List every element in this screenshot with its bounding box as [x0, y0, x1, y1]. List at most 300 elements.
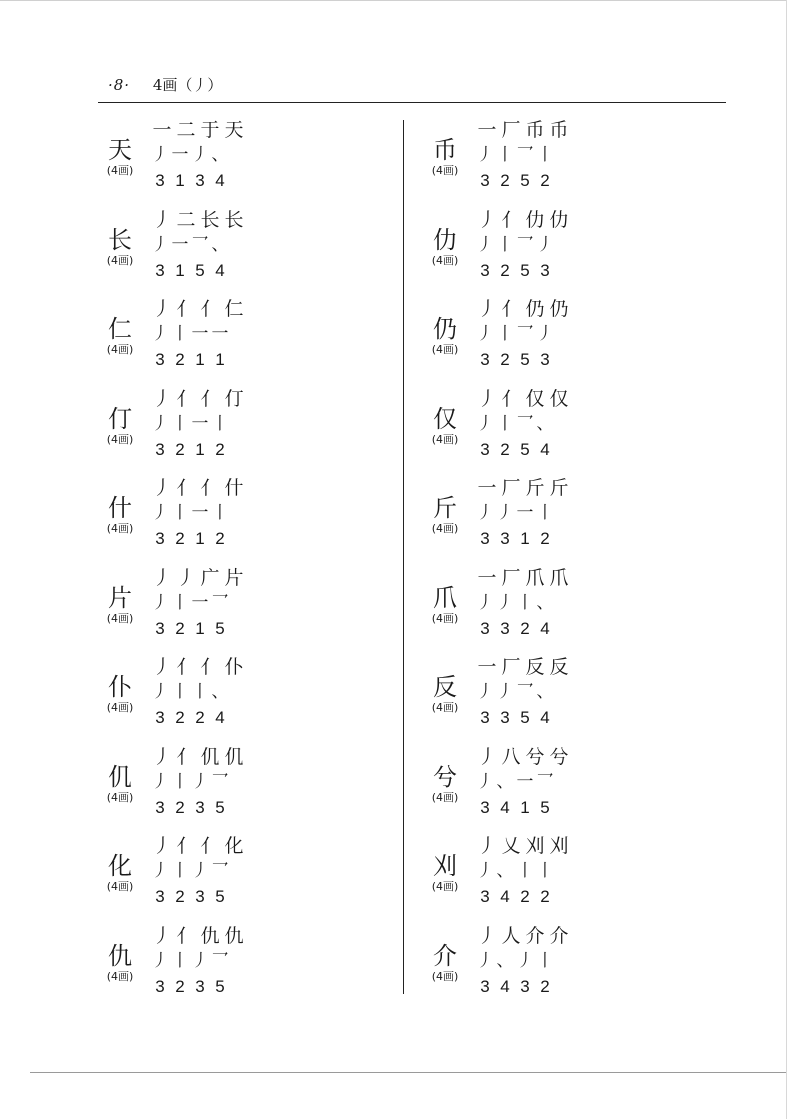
- stroke-glyph: 丿: [476, 592, 494, 613]
- stroke-step: 丿: [176, 566, 196, 589]
- scan-top-edge: [0, 0, 786, 1]
- stroke-sequence: [475, 387, 571, 411]
- stroke-step: 丿: [152, 835, 172, 857]
- stroke-glyph: 丨: [496, 413, 514, 434]
- stroke-glyph: 丿: [476, 503, 494, 523]
- stroke-codes: [150, 886, 230, 908]
- stroke-glyph: 一: [211, 324, 229, 344]
- stroke-step: 仇: [224, 924, 244, 947]
- stroke-count-tag: (4画): [106, 701, 134, 714]
- stroke-sequence: [475, 566, 571, 590]
- stroke-glyph: 丿: [191, 861, 209, 881]
- entry-character: 化: [108, 852, 132, 880]
- stroke-step: 厂: [501, 477, 521, 499]
- char-entry: [425, 924, 605, 1012]
- stroke-glyph: 丿: [496, 592, 514, 613]
- stroke-sequence: [150, 208, 246, 232]
- stroke-code: 4: [540, 708, 550, 727]
- stroke-glyph: 丿: [476, 234, 494, 255]
- stroke-glyph: 一: [171, 145, 189, 165]
- stroke-code: 3: [155, 260, 165, 280]
- char-entry: [100, 118, 280, 206]
- stroke-glyph: 一: [516, 771, 534, 792]
- stroke-code: 3: [195, 171, 205, 190]
- stroke-sequence: [150, 834, 246, 858]
- char-entry: [100, 208, 280, 296]
- stroke-glyph: 丿: [476, 771, 494, 792]
- stroke-codes: [475, 260, 555, 282]
- stroke-step: 仅: [525, 387, 545, 410]
- stroke-code: 3: [195, 887, 205, 906]
- stroke-step: 一: [477, 477, 497, 499]
- stroke-glyph: 、: [536, 682, 554, 702]
- stroke-code: 1: [195, 439, 205, 459]
- stroke-glyph: 丨: [171, 503, 189, 523]
- stroke-code: 3: [480, 350, 490, 369]
- stroke-glyph: 乛: [211, 950, 229, 971]
- scan-right-edge: [786, 0, 787, 1119]
- stroke-list: [475, 413, 555, 435]
- stroke-code: 3: [155, 887, 165, 906]
- entry-character: 片: [108, 583, 132, 612]
- stroke-step: 一: [477, 566, 497, 589]
- stroke-step: 片: [224, 566, 244, 589]
- stroke-code: 5: [215, 887, 225, 906]
- stroke-code: 2: [540, 529, 550, 548]
- stroke-step: 仅: [549, 387, 569, 410]
- char-entry: [100, 655, 280, 743]
- stroke-step: 八: [501, 745, 521, 768]
- stroke-step: 兮: [549, 745, 569, 768]
- char-entry: [100, 924, 280, 1012]
- stroke-code: 2: [195, 708, 205, 727]
- stroke-glyph: 丨: [171, 861, 189, 881]
- char-entry: [425, 476, 605, 564]
- stroke-step: 仁: [224, 298, 244, 320]
- stroke-step: 丿: [152, 745, 172, 768]
- stroke-code: 2: [175, 887, 185, 906]
- stroke-count-tag: (4画): [431, 164, 459, 177]
- stroke-sequence: [475, 297, 571, 321]
- stroke-code: 5: [520, 439, 530, 459]
- stroke-glyph: 一: [516, 503, 534, 523]
- stroke-glyph: 丿: [151, 771, 169, 792]
- stroke-glyph: 一: [171, 234, 189, 255]
- stroke-step: 一: [477, 656, 497, 678]
- stroke-glyph: 丿: [496, 682, 514, 702]
- stroke-sequence: [150, 297, 246, 321]
- entry-character: 兮: [433, 762, 457, 791]
- stroke-code: 3: [480, 171, 490, 190]
- stroke-list: [150, 234, 230, 256]
- stroke-code: 5: [540, 797, 550, 817]
- stroke-list: [150, 323, 230, 345]
- stroke-list: [475, 771, 555, 793]
- stroke-step: 一: [477, 119, 497, 141]
- bottom-rule: [30, 1072, 786, 1073]
- stroke-glyph: 、: [536, 592, 554, 613]
- stroke-step: 刈: [525, 835, 545, 857]
- stroke-glyph: 、: [496, 950, 514, 971]
- stroke-codes: [150, 439, 230, 461]
- stroke-codes: [150, 349, 230, 371]
- stroke-code: 3: [540, 350, 550, 369]
- stroke-step: 刈: [549, 835, 569, 857]
- stroke-glyph: 丿: [151, 592, 169, 613]
- stroke-count-tag: (4画): [106, 969, 134, 983]
- header-rule: [98, 102, 726, 103]
- stroke-step: 介: [525, 924, 545, 947]
- stroke-step: 亻: [200, 387, 220, 410]
- stroke-code: 3: [480, 439, 490, 459]
- stroke-step: 丿: [152, 298, 172, 320]
- stroke-code: 3: [480, 529, 490, 548]
- stroke-step: 二: [176, 208, 196, 231]
- stroke-glyph: 一: [191, 592, 209, 613]
- stroke-list: [150, 144, 230, 166]
- char-entry: [100, 387, 280, 475]
- stroke-glyph: 丨: [171, 413, 189, 434]
- stroke-step: 斤: [549, 477, 569, 499]
- char-entry: [425, 745, 605, 833]
- stroke-glyph: 丿: [191, 771, 209, 792]
- stroke-list: [475, 592, 555, 614]
- stroke-step: 人: [501, 924, 521, 947]
- stroke-count-tag: (4画): [431, 611, 459, 625]
- stroke-step: 亻: [176, 387, 196, 410]
- stroke-count-tag: (4画): [431, 432, 459, 446]
- stroke-step: 亻: [501, 387, 521, 410]
- stroke-codes: [475, 707, 555, 729]
- stroke-count-tag: (4画): [106, 343, 134, 356]
- stroke-list: [150, 681, 230, 703]
- stroke-step: 爪: [549, 566, 569, 589]
- stroke-code: 3: [155, 439, 165, 459]
- entry-character: 斤: [433, 494, 457, 522]
- stroke-code: 4: [500, 797, 510, 817]
- stroke-code: 3: [480, 260, 490, 280]
- stroke-code: 2: [175, 350, 185, 369]
- stroke-glyph: 丿: [496, 503, 514, 523]
- stroke-code: 1: [195, 350, 205, 369]
- stroke-list: [475, 950, 555, 972]
- stroke-code: 3: [480, 976, 490, 996]
- stroke-step: 仍: [525, 298, 545, 320]
- stroke-code: 2: [175, 439, 185, 459]
- stroke-codes: [150, 976, 230, 998]
- stroke-step: 亻: [176, 477, 196, 499]
- stroke-step: 丿: [477, 924, 497, 947]
- stroke-step: 亻: [501, 298, 521, 320]
- stroke-glyph: 乛: [516, 145, 534, 165]
- stroke-step: 丿: [152, 387, 172, 410]
- stroke-count-tag: (4画): [106, 880, 134, 893]
- stroke-list: [150, 771, 230, 793]
- char-entry: [425, 834, 605, 922]
- entry-character: 仅: [433, 404, 457, 433]
- stroke-glyph: 丨: [496, 234, 514, 255]
- stroke-step: 丿: [152, 208, 172, 231]
- entry-character: 刈: [433, 852, 457, 880]
- stroke-glyph: 丿: [151, 413, 169, 434]
- stroke-step: 二: [176, 119, 196, 141]
- stroke-code: 3: [155, 171, 165, 190]
- stroke-code: 3: [155, 797, 165, 817]
- stroke-codes: [475, 439, 555, 461]
- entry-character: 币: [433, 136, 457, 164]
- stroke-step: 仂: [525, 208, 545, 231]
- stroke-glyph: 丿: [476, 145, 494, 165]
- stroke-glyph: 丿: [191, 950, 209, 971]
- stroke-step: 亻: [176, 656, 196, 678]
- stroke-step: 亻: [501, 208, 521, 231]
- stroke-code: 2: [500, 260, 510, 280]
- stroke-glyph: 丨: [171, 592, 189, 613]
- char-entry: [100, 834, 280, 922]
- stroke-glyph: 、: [211, 682, 229, 702]
- stroke-code: 1: [520, 529, 530, 548]
- stroke-code: 3: [520, 976, 530, 996]
- stroke-code: 2: [500, 171, 510, 190]
- char-entry: [425, 566, 605, 654]
- stroke-glyph: 一: [191, 413, 209, 434]
- stroke-code: 1: [195, 529, 205, 548]
- stroke-sequence: [150, 924, 246, 948]
- stroke-step: 厂: [501, 656, 521, 678]
- stroke-step: 亻: [200, 477, 220, 499]
- stroke-step: 亻: [176, 298, 196, 320]
- stroke-sequence: [475, 655, 571, 679]
- stroke-glyph: 丿: [536, 234, 554, 255]
- stroke-glyph: 丨: [516, 592, 534, 613]
- stroke-step: 长: [224, 208, 244, 231]
- stroke-step: 爪: [525, 566, 545, 589]
- char-entry: [100, 297, 280, 385]
- stroke-codes: [475, 976, 555, 998]
- entry-character: 仆: [108, 673, 132, 701]
- stroke-glyph: 乛: [516, 324, 534, 344]
- stroke-codes: [150, 170, 230, 192]
- stroke-codes: [475, 618, 555, 640]
- stroke-list: [150, 950, 230, 972]
- stroke-count-tag: (4画): [431, 790, 459, 804]
- char-entry: [425, 118, 605, 206]
- stroke-glyph: 丨: [536, 503, 554, 523]
- stroke-code: 3: [500, 618, 510, 638]
- stroke-code: 2: [215, 529, 225, 548]
- stroke-code: 4: [540, 439, 550, 459]
- stroke-code: 2: [175, 797, 185, 817]
- stroke-glyph: 一: [191, 324, 209, 344]
- stroke-glyph: 丨: [496, 324, 514, 344]
- entry-character: 仂: [433, 225, 457, 254]
- stroke-code: 3: [480, 887, 490, 906]
- stroke-step: 亻: [200, 298, 220, 320]
- stroke-count-tag: (4画): [106, 164, 134, 177]
- page-number: ·8·: [108, 76, 131, 94]
- stroke-code: 4: [500, 887, 510, 906]
- char-entry: [100, 745, 280, 833]
- stroke-codes: [475, 528, 555, 550]
- stroke-step: 亻: [176, 745, 196, 768]
- stroke-code: 2: [500, 350, 510, 369]
- stroke-code: 2: [175, 618, 185, 638]
- stroke-sequence: [150, 118, 246, 142]
- stroke-step: 乂: [501, 835, 521, 857]
- stroke-step: 仃: [224, 387, 244, 410]
- stroke-code: 2: [520, 618, 530, 638]
- stroke-count-tag: (4画): [431, 522, 459, 535]
- stroke-sequence: [150, 655, 246, 679]
- stroke-code: 4: [500, 976, 510, 996]
- stroke-glyph: 丿: [151, 503, 169, 523]
- stroke-code: 2: [540, 887, 550, 906]
- stroke-glyph: 丨: [536, 950, 554, 971]
- char-entry: [100, 566, 280, 654]
- stroke-count-tag: (4画): [431, 880, 459, 893]
- stroke-glyph: 丿: [476, 413, 494, 434]
- stroke-sequence: [475, 476, 571, 500]
- stroke-step: 天: [224, 119, 244, 141]
- stroke-step: 介: [549, 924, 569, 947]
- stroke-sequence: [475, 208, 571, 232]
- stroke-codes: [475, 349, 555, 371]
- stroke-step: 仆: [224, 656, 244, 678]
- stroke-step: 广: [200, 566, 220, 589]
- entry-character: 天: [108, 136, 132, 164]
- char-entry: [425, 655, 605, 743]
- stroke-code: 2: [175, 976, 185, 996]
- stroke-step: 丿: [477, 745, 497, 768]
- entry-character: 仉: [108, 762, 132, 791]
- stroke-code: 3: [195, 976, 205, 996]
- stroke-code: 4: [215, 708, 225, 727]
- stroke-sequence: [475, 924, 571, 948]
- stroke-step: 亻: [200, 656, 220, 678]
- stroke-sequence: [150, 476, 246, 500]
- stroke-glyph: 丿: [151, 950, 169, 971]
- stroke-sequence: [150, 745, 246, 769]
- stroke-code: 3: [480, 708, 490, 727]
- entry-character: 仍: [433, 315, 457, 343]
- stroke-glyph: 丨: [171, 324, 189, 344]
- stroke-glyph: 乛: [191, 234, 209, 255]
- stroke-code: 3: [195, 797, 205, 817]
- stroke-step: 亻: [200, 835, 220, 857]
- stroke-glyph: 、: [496, 861, 514, 881]
- stroke-code: 3: [155, 708, 165, 727]
- stroke-sequence: [150, 387, 246, 411]
- stroke-code: 2: [215, 439, 225, 459]
- entry-character: 什: [108, 494, 132, 522]
- char-entry: [425, 208, 605, 296]
- stroke-list: [475, 234, 555, 256]
- stroke-step: 反: [549, 656, 569, 678]
- stroke-count-tag: (4画): [431, 343, 459, 356]
- stroke-glyph: 丿: [536, 324, 554, 344]
- stroke-code: 3: [480, 618, 490, 638]
- stroke-code: 5: [215, 797, 225, 817]
- stroke-step: 丿: [152, 656, 172, 678]
- entry-character: 长: [108, 225, 132, 254]
- stroke-code: 5: [520, 260, 530, 280]
- entry-character: 仃: [108, 404, 132, 433]
- stroke-code: 3: [500, 708, 510, 727]
- stroke-code: 5: [520, 708, 530, 727]
- stroke-step: 币: [525, 119, 545, 141]
- stroke-code: 4: [215, 171, 225, 190]
- stroke-step: 兮: [525, 745, 545, 768]
- stroke-glyph: 丨: [211, 413, 229, 434]
- stroke-code: 3: [155, 618, 165, 638]
- stroke-codes: [150, 260, 230, 282]
- stroke-list: [475, 681, 555, 703]
- stroke-code: 2: [520, 887, 530, 906]
- stroke-glyph: 丨: [496, 145, 514, 165]
- stroke-code: 4: [540, 618, 550, 638]
- stroke-step: 什: [224, 477, 244, 499]
- stroke-glyph: 丿: [476, 682, 494, 702]
- stroke-glyph: 丨: [171, 682, 189, 702]
- stroke-glyph: 乛: [516, 682, 534, 702]
- stroke-count-tag: (4画): [106, 790, 134, 804]
- stroke-glyph: 丿: [151, 861, 169, 881]
- stroke-glyph: 丿: [476, 950, 494, 971]
- stroke-glyph: 乛: [211, 592, 229, 613]
- entry-character: 爪: [433, 583, 457, 612]
- stroke-glyph: 乛: [536, 771, 554, 792]
- stroke-step: 化: [224, 835, 244, 857]
- stroke-code: 1: [175, 260, 185, 280]
- entry-character: 介: [433, 941, 457, 970]
- section-title: 4画（丿）: [152, 76, 223, 94]
- stroke-step: 丿: [152, 477, 172, 499]
- stroke-sequence: [475, 745, 571, 769]
- stroke-list: [150, 502, 230, 524]
- stroke-list: [150, 860, 230, 882]
- stroke-step: 亻: [176, 835, 196, 857]
- stroke-glyph: 丨: [211, 503, 229, 523]
- stroke-glyph: 丨: [516, 861, 534, 881]
- stroke-step: 仇: [200, 924, 220, 947]
- stroke-glyph: 丨: [171, 950, 189, 971]
- stroke-code: 5: [215, 618, 225, 638]
- stroke-step: 丿: [477, 208, 497, 231]
- column-divider: [403, 120, 404, 994]
- char-entry: [100, 476, 280, 564]
- stroke-code: 5: [520, 171, 530, 190]
- stroke-code: 1: [215, 350, 225, 369]
- stroke-step: 厂: [501, 119, 521, 141]
- stroke-step: 丿: [152, 924, 172, 947]
- stroke-glyph: 丨: [536, 861, 554, 881]
- stroke-sequence: [150, 566, 246, 590]
- char-entry: [425, 297, 605, 385]
- stroke-count-tag: (4画): [106, 253, 134, 267]
- stroke-glyph: 丿: [516, 950, 534, 971]
- stroke-glyph: 乛: [516, 234, 534, 255]
- stroke-step: 仍: [549, 298, 569, 320]
- stroke-glyph: 丿: [191, 145, 209, 165]
- stroke-codes: [475, 886, 555, 908]
- stroke-glyph: 、: [536, 413, 554, 434]
- stroke-step: 反: [525, 656, 545, 678]
- stroke-step: 亻: [176, 924, 196, 947]
- stroke-list: [150, 592, 230, 614]
- stroke-code: 5: [520, 350, 530, 369]
- stroke-step: 丿: [152, 566, 172, 589]
- stroke-code: 3: [155, 976, 165, 996]
